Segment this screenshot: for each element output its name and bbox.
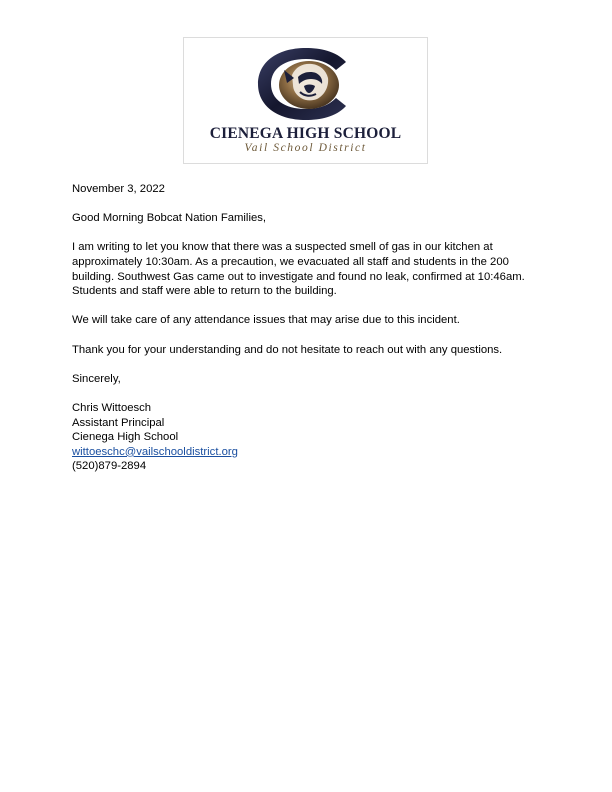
- letter-paragraph: Thank you for your understanding and do not hesitate to reach out with any questions.: [72, 343, 503, 356]
- signature-school: Cienega High School: [72, 431, 179, 444]
- letter-greeting: Good Morning Bobcat Nation Families,: [72, 212, 267, 225]
- letter-body: [72, 182, 542, 474]
- bobcat-logo-icon: [254, 48, 360, 120]
- letter-paragraph: We will take care of any attendance issues that may arise due to this incident.: [72, 314, 460, 327]
- signature-name: Chris Wittoesch: [72, 401, 152, 414]
- letter-closing: Sincerely,: [72, 372, 121, 385]
- signature-email-link[interactable]: wittoeschc@vailschooldistrict.org: [72, 445, 238, 458]
- letterhead: [183, 37, 428, 164]
- letter-paragraph: I am writing to let you know that there was a suspected smell of gas in our kitchen at approximately 10:30am. As a precaution, we evacuated all staff and students in the 200 building. Southwest Gas came out to investigate and found no leak, confirmed at 10:46am. Students and staff were able to return to the building.: [72, 241, 525, 298]
- signature-title: Assistant Principal: [72, 416, 165, 429]
- signature-phone: (520)879-2894: [72, 460, 147, 473]
- school-name: CIENEGA HIGH SCHOOL: [209, 125, 402, 142]
- signature-block: [72, 401, 542, 474]
- district-name: Vail School District: [244, 142, 367, 154]
- letter-date: November 3, 2022: [72, 183, 165, 195]
